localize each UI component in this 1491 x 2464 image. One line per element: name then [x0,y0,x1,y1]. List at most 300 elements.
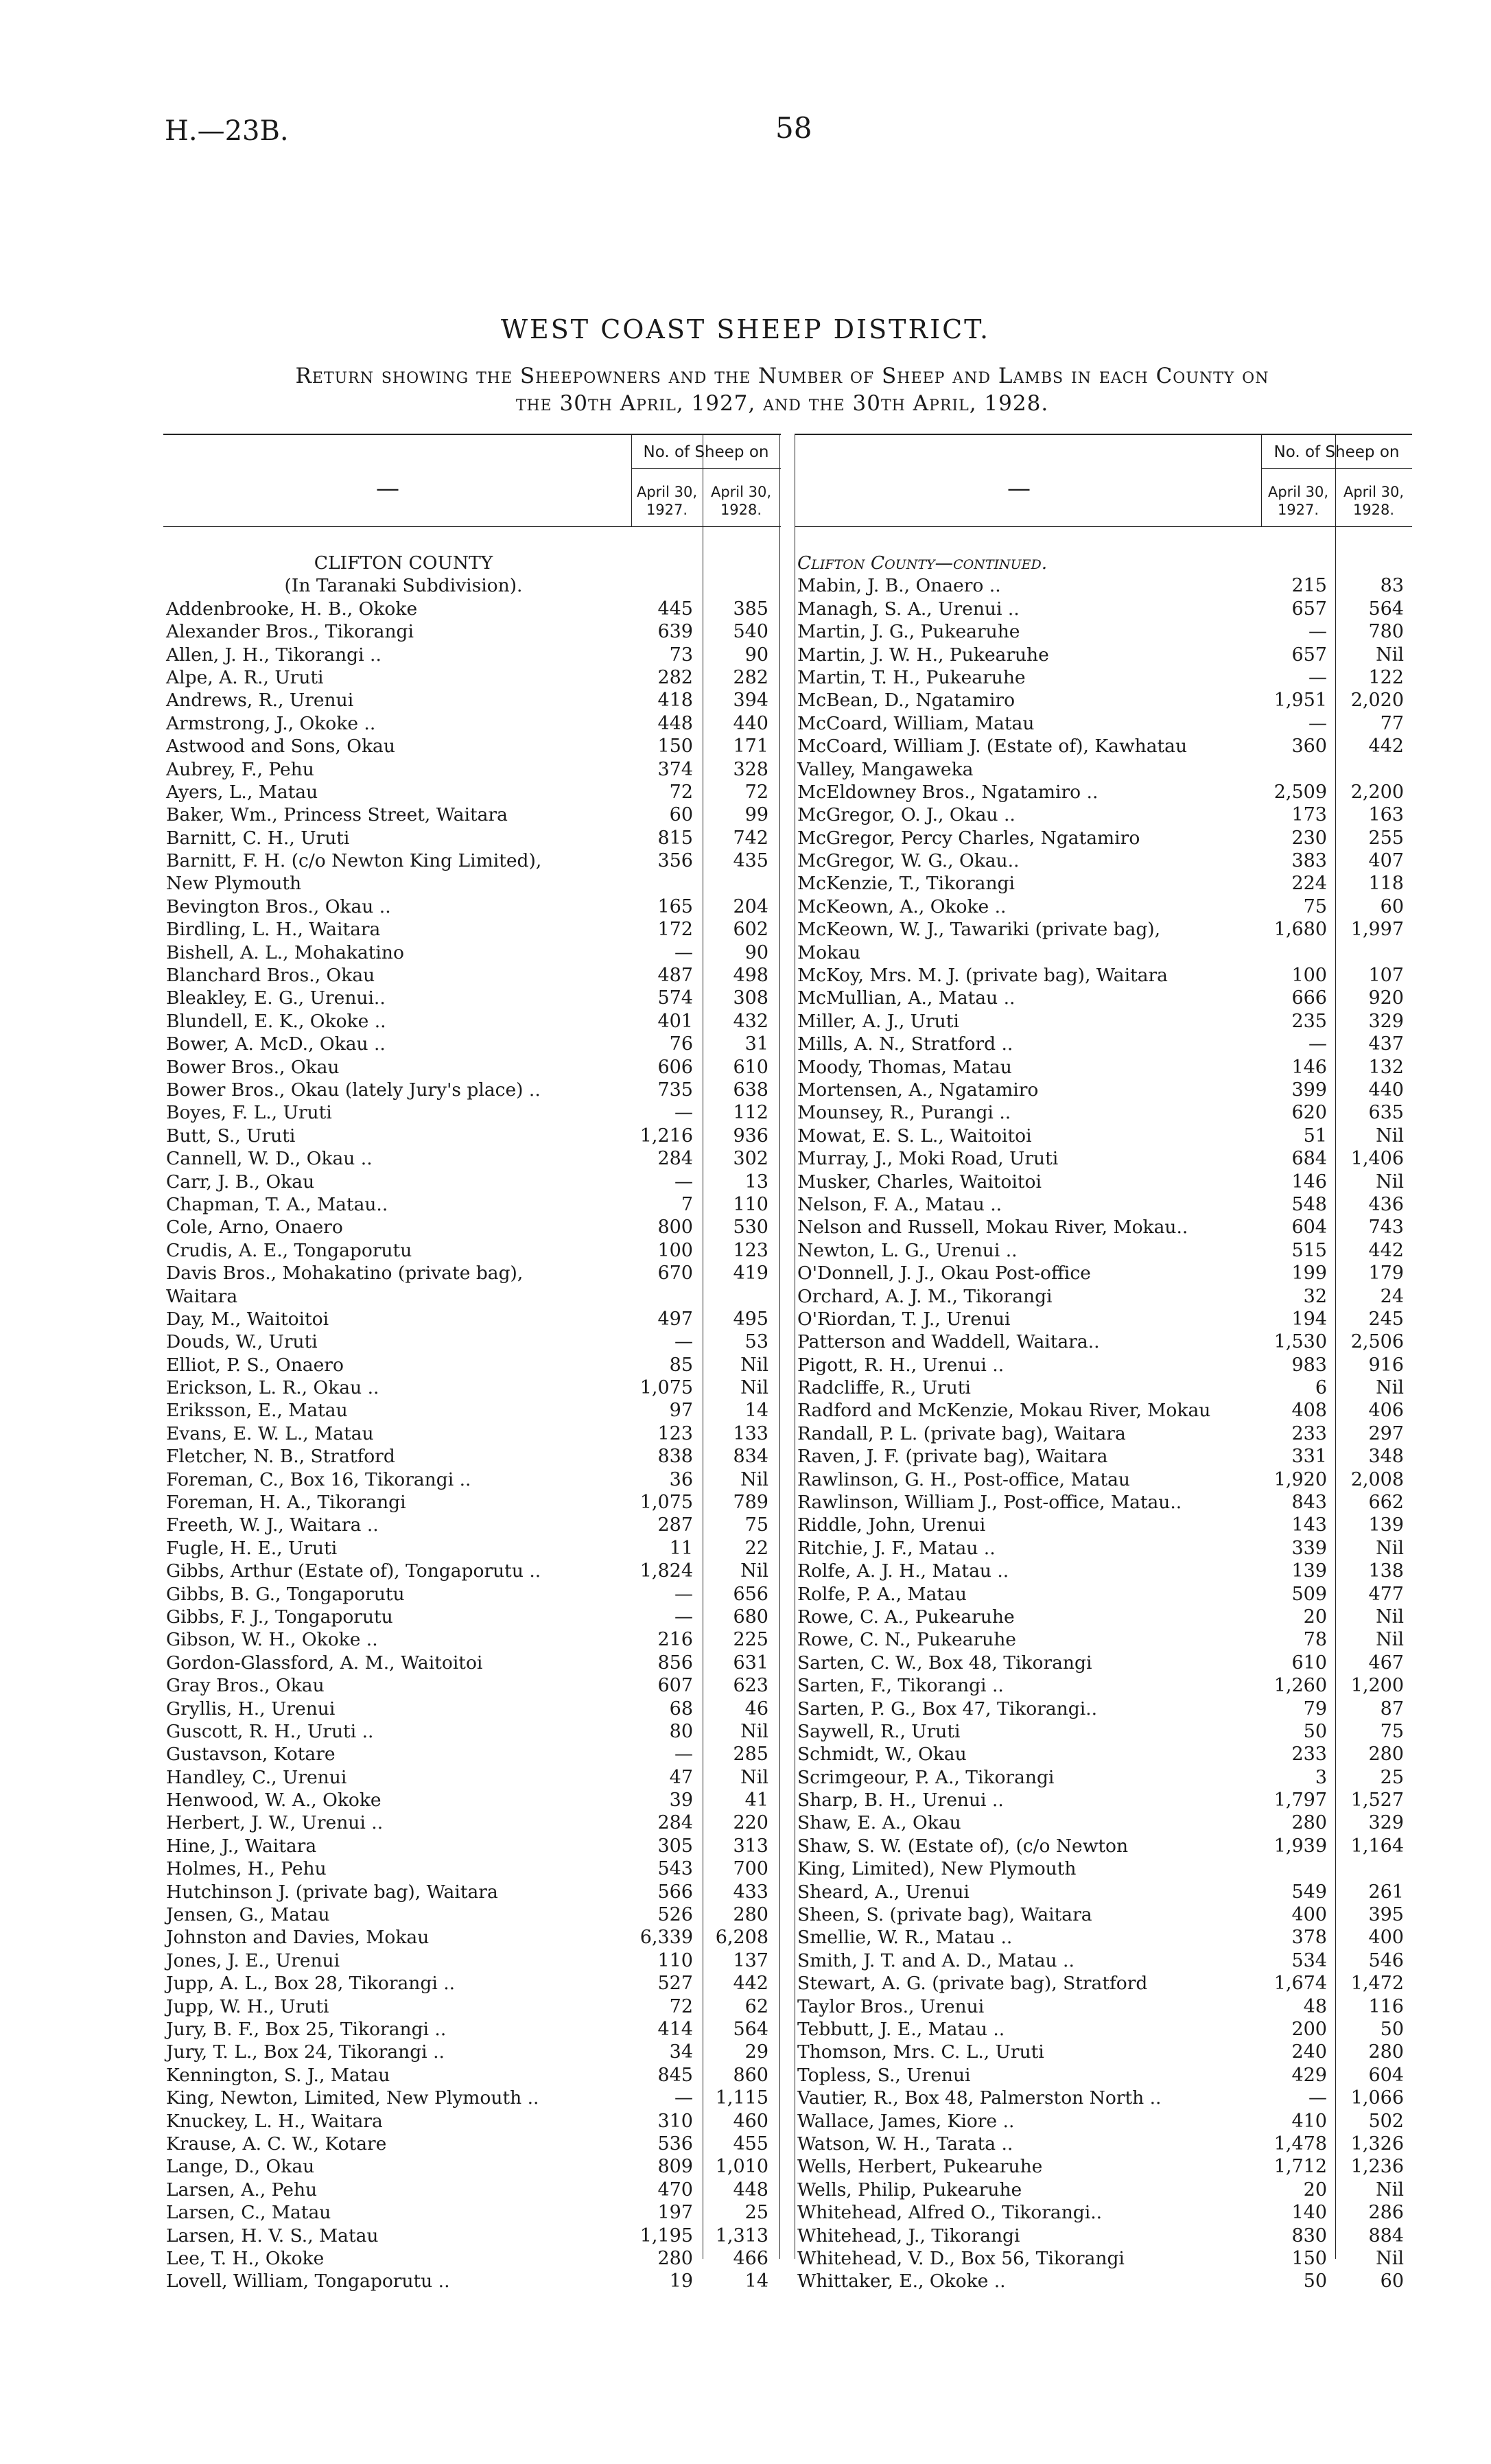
sheep-1927-cell: 97 [669,1400,693,1422]
sheep-1927-cell: 815 [657,827,693,849]
table-row [795,1147,1412,1170]
sheep-1927-cell: 1,216 [639,1125,693,1147]
sheep-1928-cell: 455 [733,2133,768,2155]
col-1927-header-year: 1927. [646,502,688,518]
sheep-1927-cell: — [1308,712,1327,734]
sheep-1927-cell: 305 [657,1835,693,1857]
table-row [795,1079,1412,1101]
owner-name: Taylor Bros., Urenui [797,1995,985,2017]
owner-name: Chapman, T. A., Matau.. [166,1193,388,1215]
sheep-1928-cell: 440 [1368,1079,1404,1101]
sheep-1928-cell: 285 [733,1744,768,1765]
owner-name: Knuckey, L. H., Waitara [166,2110,383,2132]
sheep-1928-cell: Nil [1376,644,1404,666]
owner-name: Bleakley, E. G., Urenui.. [166,987,386,1009]
sheep-1928-cell: 662 [1368,1492,1404,1514]
sheep-1927-cell: 47 [669,1766,693,1788]
table-row [795,1720,1412,1743]
sheep-1928-cell: 110 [733,1193,768,1215]
table-row [795,1010,1412,1033]
sheep-1928-cell: 14 [744,2271,768,2292]
table-row [795,1560,1412,1582]
owner-name: Rawlinson, William J., Post-office, Matau.. [797,1492,1182,1514]
table-row [795,1949,1412,1972]
table-row [795,574,1412,597]
table-row [795,2155,1412,2178]
owner-name: Gibbs, Arthur (Estate of), Tongaporutu .. [166,1560,541,1582]
sheep-1928-cell: 564 [733,2019,768,2040]
owner-name: Pigott, R. H., Urenui .. [797,1354,1005,1376]
sheep-1927-cell: 414 [657,2019,693,2040]
owner-name: Sarten, F., Tikorangi .. [797,1675,1004,1697]
owner-name: New Plymouth [166,873,302,895]
table-row [163,1422,781,1445]
sheep-1928-cell: 1,406 [1350,1148,1404,1170]
sheep-1928-cell: 77 [1380,712,1404,734]
table-row [795,1881,1412,1903]
owner-name: Waitara [166,1285,238,1307]
sheep-1927-cell: 50 [1303,1720,1327,1742]
table-row [795,1972,1412,1995]
owner-name: Addenbrooke, H. B., Okoke [166,598,418,620]
sheep-1927-cell: 284 [657,1148,693,1170]
sheep-1928-cell: 419 [733,1263,768,1284]
table-row [163,1262,781,1284]
sheep-1927-cell: 73 [669,644,693,666]
sheep-1927-cell: 150 [657,736,693,758]
table-row [795,987,1412,1009]
sheep-1927-cell: 574 [657,987,693,1009]
sheep-1928-cell: 834 [733,1446,768,1468]
sheep-1927-cell: 401 [657,1010,693,1032]
sheep-1928-cell: 171 [733,736,768,758]
sheep-1927-cell: — [674,1583,693,1605]
owner-name: Blanchard Bros., Okau [166,965,375,987]
owner-name: Erickson, L. R., Okau .. [166,1377,379,1399]
sheep-1928-cell: 179 [1368,1263,1404,1284]
table-row [163,895,781,918]
table-row [795,1239,1412,1262]
sheep-1927-cell: 79 [1303,1698,1327,1720]
owner-name: Gibbs, F. J., Tongaporutu [166,1606,393,1628]
sheep-1928-cell: 477 [1368,1583,1404,1605]
sheep-1927-cell: 60 [669,804,693,826]
sheep-1928-cell: 255 [1368,827,1404,849]
sheep-1928-cell: 467 [1368,1652,1404,1674]
table-row [163,1285,781,1308]
sheep-1928-cell: 329 [1368,1010,1404,1032]
table-row [163,644,781,666]
table-row [795,1216,1412,1239]
sheep-1927-cell: 610 [1291,1652,1327,1674]
sheep-1928-cell: 680 [733,1606,768,1628]
table-row [795,735,1412,758]
sheep-1928-cell: 1,313 [715,2225,768,2246]
table-row [163,1514,781,1536]
table-row [795,941,1412,964]
owner-name: Miller, A. J., Uruti [797,1010,959,1032]
sheep-1927-cell: 75 [1303,895,1327,917]
sheep-1928-cell: 261 [1368,1881,1404,1903]
sheep-1928-cell: 1,236 [1350,2156,1404,2178]
owner-name: Shaw, S. W. (Estate of), (c/o Newton [797,1835,1129,1857]
table-row [163,1399,781,1422]
sheep-1928-cell: 297 [1368,1422,1404,1444]
section-heading [163,552,781,574]
sheep-1928-cell: 656 [733,1583,768,1605]
col-1928-header-date: April 30, [710,484,772,500]
table-row [163,758,781,781]
sheep-1927-cell: — [1308,621,1327,643]
sheep-1928-cell: 440 [733,712,768,734]
owner-name: Martin, J. W. H., Pukearuhe [797,644,1049,666]
owner-name: Bevington Bros., Okau .. [166,895,391,917]
sheep-1927-cell: 566 [657,1881,693,1903]
table-row [163,2018,781,2041]
owner-name: Larsen, C., Matau [166,2202,331,2224]
sheep-1928-cell: 400 [1368,1927,1404,1949]
sheep-1927-cell: 110 [657,1949,693,1971]
sheep-1928-cell: 604 [1368,2064,1404,2086]
owner-name: Vautier, R., Box 48, Palmerston North .. [797,2087,1162,2109]
owner-name: Smellie, W. R., Matau .. [797,1927,1013,1949]
owner-name: Jupp, W. H., Uruti [166,1995,329,2017]
sheep-1928-cell: Nil [1376,1125,1404,1147]
sheep-1928-cell: 280 [1368,1744,1404,1765]
sheep-1927-cell: 20 [1303,2179,1327,2201]
sheep-1927-cell: 408 [1291,1400,1327,1422]
page-title: WEST COAST SHEEP DISTRICT. [500,314,991,344]
owner-name: Davis Bros., Mohakatino (private bag), [166,1263,524,1284]
owner-name: Rolfe, A. J. H., Matau .. [797,1560,1009,1582]
owner-name: Larsen, A., Pehu [166,2179,318,2201]
owner-name: Whitehead, V. D., Box 56, Tikorangi [797,2247,1125,2269]
document-reference: H.—23B. [165,115,289,147]
table-row [163,689,781,712]
sheep-1928-cell: 123 [733,1239,768,1261]
table-row [163,1308,781,1330]
owner-name: Radcliffe, R., Uruti [797,1377,971,1399]
table-row [163,598,781,620]
sheep-1928-cell: 530 [733,1217,768,1239]
table-row [163,2225,781,2247]
owner-name: Mounsey, R., Purangi .. [797,1102,1011,1124]
sheep-1928-cell: 460 [733,2110,768,2132]
table-row [163,827,781,849]
owner-name: Watson, W. H., Tarata .. [797,2133,1013,2155]
table-row [795,2110,1412,2133]
sheep-1927-cell: 487 [657,965,693,987]
table-row [163,2110,781,2133]
table-row [795,1056,1412,1079]
sheep-1928-cell: 308 [733,987,768,1009]
col-1927-header-date: April 30, [1267,484,1329,500]
table-row [795,2087,1412,2109]
table-row [795,2018,1412,2041]
sheep-1927-cell: 51 [1303,1125,1327,1147]
table-header-rule [163,526,781,527]
owner-name: Andrews, R., Urenui [166,690,354,712]
owner-name: Boyes, F. L., Uruti [166,1102,332,1124]
owner-name: Newton, L. G., Urenui .. [797,1239,1018,1261]
table-row [795,872,1412,895]
sheep-1928-cell: 87 [1380,1698,1404,1720]
sheep-1927-cell: 1,530 [1273,1331,1327,1353]
sheep-1928-cell: 313 [733,1835,768,1857]
table-row [795,1468,1412,1491]
table-row [795,1652,1412,1674]
sheep-1927-cell: 284 [657,1812,693,1834]
sheep-1927-cell: 1,075 [639,1492,693,1514]
sheep-1927-cell: 1,260 [1273,1675,1327,1697]
sheep-1928-cell: 122 [1368,666,1404,688]
sheep-1927-cell: 199 [1291,1263,1327,1284]
table-row [795,1330,1412,1353]
sheep-1928-cell: 138 [1368,1560,1404,1582]
sheep-1927-cell: 76 [669,1033,693,1055]
sheep-1928-cell: 13 [744,1171,768,1193]
sheep-1927-cell: — [674,941,693,963]
sheep-1927-cell: 2,509 [1273,781,1327,803]
table-row [163,987,781,1009]
sheep-1927-cell: 172 [657,919,693,941]
table-row [163,1468,781,1491]
sheep-1928-cell: 1,200 [1350,1675,1404,1697]
sheep-1928-cell: 1,527 [1350,1790,1404,1811]
owner-name: Stewart, A. G. (private bag), Stratford [797,1973,1148,1995]
table-row [795,1926,1412,1949]
sheep-1928-cell: 286 [1368,2202,1404,2224]
table-row [163,1811,781,1834]
owner-name: McCoard, William J. (Estate of), Kawhatau [797,736,1188,758]
sheep-1927-cell: 549 [1291,1881,1327,1903]
owner-name: Patterson and Waddell, Waitara.. [797,1331,1100,1353]
sheep-1927-cell: 543 [657,1858,693,1880]
sheep-1927-cell: 39 [669,1790,693,1811]
sheep-1928-cell: 72 [744,781,768,803]
sheep-1927-cell: 604 [1291,1217,1327,1239]
table-row [163,1376,781,1399]
owner-name: McEldowney Bros., Ngatamiro .. [797,781,1099,803]
owner-name: McMullian, A., Matau .. [797,987,1015,1009]
table-row [163,2201,781,2224]
sheep-1927-cell: 235 [1291,1010,1327,1032]
owner-name: McKoy, Mrs. M. J. (private bag), Waitara [797,965,1168,987]
owner-name: Jury, T. L., Box 24, Tikorangi .. [166,2041,445,2063]
sheep-1928-cell: 280 [733,1904,768,1926]
table-row [795,1171,1412,1193]
owner-name: Jupp, A. L., Box 28, Tikorangi .. [166,1973,456,1995]
sheep-1928-cell: 635 [1368,1102,1404,1124]
sheep-1928-cell: 1,326 [1350,2133,1404,2155]
col-1928-header-date: April 30, [1343,484,1405,500]
table-row [163,1330,781,1353]
sheep-1928-cell: 245 [1368,1308,1404,1330]
sheep-1928-cell: 25 [1380,1766,1404,1788]
table-row [795,598,1412,620]
sheep-1928-cell: 789 [733,1492,768,1514]
table-row [163,2270,781,2292]
sheep-1928-cell: 14 [744,1400,768,1422]
sheep-1927-cell: 215 [1291,575,1327,597]
table-row [795,1354,1412,1376]
table-row [163,1652,781,1674]
sheep-1928-cell: 437 [1368,1033,1404,1055]
sheep-1927-cell: — [674,2087,693,2109]
owner-name: Douds, W., Uruti [166,1331,318,1353]
sheep-1928-cell: 884 [1368,2225,1404,2246]
table-row [795,1698,1412,1720]
sheep-1927-cell: 230 [1291,827,1327,849]
owner-name: Nelson, F. A., Matau .. [797,1193,1002,1215]
owner-name: Mokau [797,941,861,963]
table-row [795,1743,1412,1765]
sheep-1928-cell: 62 [744,1995,768,2017]
owner-name: CLIFTON COUNTY [314,552,493,574]
sheep-1928-cell: 432 [733,1010,768,1032]
table-row [795,2133,1412,2155]
sheep-1928-cell: 1,472 [1350,1973,1404,1995]
sheep-1928-cell: 112 [733,1102,768,1124]
sheep-1927-cell: 19 [669,2271,693,2292]
table-row [163,1606,781,1628]
table-row [163,849,781,872]
owner-name: O'Donnell, J. J., Okau Post-office [797,1263,1091,1284]
sheep-1928-cell: 433 [733,1881,768,1903]
sheep-1928-cell: Nil [740,1377,768,1399]
group-header-rule [631,468,781,469]
sheep-1928-cell: Nil [740,1560,768,1582]
sheep-1927-cell: 1,195 [639,2225,693,2246]
sheep-1927-cell: 6 [1315,1377,1327,1399]
sheep-1927-cell: 445 [657,598,693,620]
owner-name: Scrimgeour, P. A., Tikorangi [797,1766,1055,1788]
table-row [163,1079,781,1101]
sheep-1928-cell: 2,506 [1350,1331,1404,1353]
sheep-1927-cell: 48 [1303,1995,1327,2017]
sheep-1927-cell: 536 [657,2133,693,2155]
sheep-1927-cell: 1,951 [1273,690,1327,712]
owner-name: McGregor, Percy Charles, Ngatamiro [797,827,1140,849]
sheep-1927-cell: 1,824 [639,1560,693,1582]
sheep-1927-cell: — [1308,666,1327,688]
owner-name: Fletcher, N. B., Stratford [166,1446,395,1468]
owner-name: Jones, J. E., Urenui [166,1949,340,1971]
sheep-1928-cell: 31 [744,1033,768,1055]
sheep-1928-cell: 24 [1380,1285,1404,1307]
owner-name: Henwood, W. A., Okoke [166,1790,381,1811]
sheep-1927-cell: 607 [657,1675,693,1697]
sheep-1928-cell: 1,066 [1350,2087,1404,2109]
owner-name: Birdling, L. H., Waitara [166,919,381,941]
owner-name: Gibson, W. H., Okoke .. [166,1629,378,1651]
sheep-1927-cell: 410 [1291,2110,1327,2132]
sheep-1927-cell: 194 [1291,1308,1327,1330]
sheep-1927-cell: — [1308,2087,1327,2109]
table-row [795,712,1412,735]
sheep-1928-cell: 90 [744,941,768,963]
owner-name: Butt, S., Uruti [166,1125,296,1147]
owner-name: Alexander Bros., Tikorangi [166,621,414,643]
sheep-1928-cell: 495 [733,1308,768,1330]
table-row [795,1101,1412,1124]
owner-name: Foreman, C., Box 16, Tikorangi .. [166,1468,471,1490]
owner-name: Fugle, H. E., Uruti [166,1537,338,1559]
owner-name: McKeown, A., Okoke .. [797,895,1007,917]
table-row [163,1743,781,1765]
owner-name: Hutchinson J. (private bag), Waitara [166,1881,498,1903]
table-row [163,1101,781,1124]
table-row [795,1308,1412,1330]
owner-name: Gustavson, Kotare [166,1744,336,1765]
sheep-1927-cell: 356 [657,850,693,872]
sheep-1928-cell: 742 [733,827,768,849]
sheep-1928-cell: 1,010 [715,2156,768,2178]
owner-name: Astwood and Sons, Okau [166,736,395,758]
owner-name: Crudis, A. E., Tongaporutu [166,1239,412,1261]
table-row [163,1766,781,1789]
sheep-1927-cell: 100 [657,1239,693,1261]
owner-name: Randall, P. L. (private bag), Waitara [797,1422,1126,1444]
sheep-1927-cell: 78 [1303,1629,1327,1651]
sheep-1927-cell: 20 [1303,1606,1327,1628]
sheep-1927-cell: 526 [657,1904,693,1926]
sheep-1927-cell: — [674,1744,693,1765]
table-row [163,1903,781,1926]
col-1928-header [703,483,779,519]
table-row [795,895,1412,918]
sheep-1927-cell: 620 [1291,1102,1327,1124]
page-number: 58 [775,111,812,145]
sheep-1927-cell: 1,075 [639,1377,693,1399]
sheep-1928-cell: 2,020 [1350,690,1404,712]
sheep-1927-cell: 983 [1291,1354,1327,1376]
sheep-1927-cell: 534 [1291,1949,1327,1971]
sheep-1927-cell: 418 [657,690,693,712]
owner-name: Rowe, C. A., Pukearuhe [797,1606,1015,1628]
owner-name: Gray Bros., Okau [166,1675,325,1697]
sheep-1927-cell: — [674,1331,693,1353]
sheep-1928-cell: 75 [744,1514,768,1536]
table-row [163,1560,781,1582]
sheep-1927-cell: 72 [669,781,693,803]
sheep-1927-cell: 657 [1291,598,1327,620]
right-table-rows [795,552,1412,2293]
group-header-rule [1261,468,1412,469]
name-column-header: — [376,475,399,502]
owner-name: Krause, A. C. W., Kotare [166,2133,387,2155]
sheep-1927-cell: 200 [1291,2019,1327,2040]
owner-name: Valley, Mangaweka [797,758,974,780]
owner-name: King, Newton, Limited, New Plymouth .. [166,2087,539,2109]
owner-name: Foreman, H. A., Tikorangi [166,1492,406,1514]
owner-name: Lovell, William, Tongaporutu .. [166,2271,450,2292]
sheep-1927-cell: 383 [1291,850,1327,872]
owner-name: Murray, J., Moki Road, Uruti [797,1148,1059,1170]
table-row [795,1514,1412,1536]
table-row [163,2179,781,2201]
owner-name: McGregor, O. J., Okau .. [797,804,1015,826]
sheep-1928-cell: 225 [733,1629,768,1651]
owner-name: Martin, J. G., Pukearuhe [797,621,1020,643]
sheep-1927-cell: 80 [669,1720,693,1742]
sheep-1928-cell: Nil [740,1720,768,1742]
owner-name: Allen, J. H., Tikorangi .. [166,644,381,666]
sheep-1928-cell: 139 [1368,1514,1404,1536]
sheep-1928-cell: 780 [1368,621,1404,643]
sheep-1928-cell: 442 [1368,736,1404,758]
table-row [795,1628,1412,1651]
